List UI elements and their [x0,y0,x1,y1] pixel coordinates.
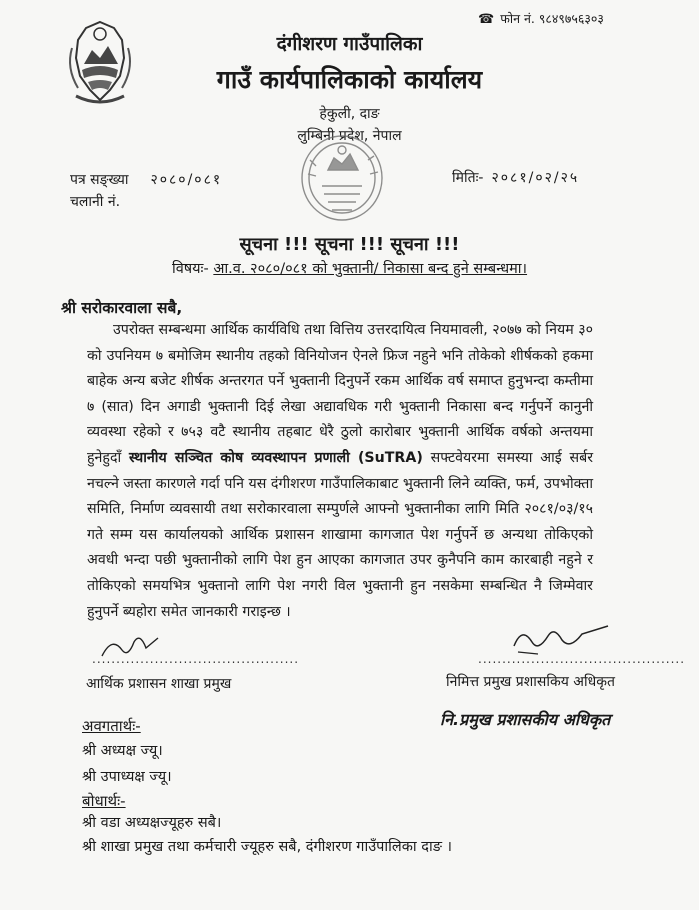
office-name: गाउँ कार्यपालिकाको कार्यालय [216,65,483,94]
signatory-left-title: आर्थिक प्रशासन शाखा प्रमुख [86,676,232,692]
list-item: श्री उपाध्यक्ष ज्यू। [82,769,172,785]
letter-body: उपरोक्त सम्बन्धमा आर्थिक कार्यविधि तथा वित्तिय उत्तरदायित्व नियमावली, २०७७ को नियम ३० को उपनियम ७ बमोजिम स्थानीय तहको विनियोजन ऐनले फ्रिज नहुने भनि तोकेको शीर्षकको हकमा बाहेक अन्य बजेट शीर्षक अन्तरगत पर्ने भुक्तानी दिनुपर्ने रकम आर्थिक वर्ष समाप्त हुनुभन्दा कम्तीमा ७ (सात) दिन अगाडी भुक्तानी दिई लेखा अद्यावधिक गरी भुक्तानी निकासा बन्द गर्नुपर्ने कानुनी व्यवस्था रहेको र ७५३ वटै स्थानीय तहबाट धेरै ठुलो कारोबार भुक्तानी आर्थिक वर्षको अन्तयमा हुनेहुदाँ स्थानीय सञ्चित कोष व्यवस्थापन प्रणाली (SuTRA) सफ्टवेयरमा समस्या आई सर्बर नचल्ने जस्ता कारणले गर्दा पनि यस दंगीशरण गाउँपालिकाबाट भुक्तानी लिने व्यक्ति, फर्म, उपभोक्ता समिति, निर्माण व्यवसायी तथा सरोकारवाला सम्पुर्णले आफ्नो भुक्तानीका लागि मिति २०८१/०३/१५ गते सम्म यस कार्यालयको आर्थिक प्रशासन शाखामा कागजात पेश गर्नुपर्ने छ अन्यथा तोकिएको अवधी भन्दा पछी भुक्तानीको लागि पेश हुन आएका कागजात उपर कुनैपनि काम कारबाही नहुने र तोकिएको समयभित्र भुक्तानो लागि पेश नगरी विल भुक्तानी हुन नसकेमा सम्बन्धित नै जिम्मेवार हुनुपर्ने ब्यहोरा समेत जानकारी गराइन्छ । [87,322,593,620]
subject-line: विषयः- आ.व. २०८०/०८१ को भुक्तानी/ निकासा बन्द हुने सम्बन्धमा। [171,261,528,277]
address-line-2: लुम्बिनी प्रदेश, नेपाल [297,128,402,144]
salutation: श्री सरोकारवाला सबै, [61,299,183,317]
list-item: श्री अध्यक्ष ज्यू। [82,743,163,759]
signatory-right-title: निमित्त प्रमुख प्रशासकिय अधिकृत [446,674,615,690]
signature-line-left: ........................................... [92,652,300,666]
telephone-icon: ☎ [478,12,495,27]
phone-number: ☎ फोन नं. ९८४९७५६३०३ [478,11,604,27]
dispatch-number: चलानी नं. [70,194,121,210]
for-info-label: अवगतार्थः- [82,717,141,735]
address-line-1: हेकुली, दाङ [319,106,380,122]
letter-date: मितिः- २०८१/०२/२५ [452,170,580,186]
list-item: श्री वडा अध्यक्षज्यूहरु सबै। [82,815,222,831]
list-item: श्री शाखा प्रमुख तथा कर्मचारी ज्यूहरु सबै, दंगीशरण गाउँपालिका दाङ । [82,839,453,855]
designation-stamp: नि.प्रमुख प्रशासकीय अधिकृत [440,710,611,729]
municipality-name: दंगीशरण गाउँपालिका [276,33,423,55]
notice-heading: सूचना !!! सूचना !!! सूचना !!! [239,234,460,255]
reference-number: पत्र सङ्ख्या २०८०/०८१ [70,172,223,188]
signature-line-right: ........................................... [478,652,686,666]
office-seal-icon [294,130,390,228]
for-awareness-label: बोधार्थः- [82,792,126,810]
